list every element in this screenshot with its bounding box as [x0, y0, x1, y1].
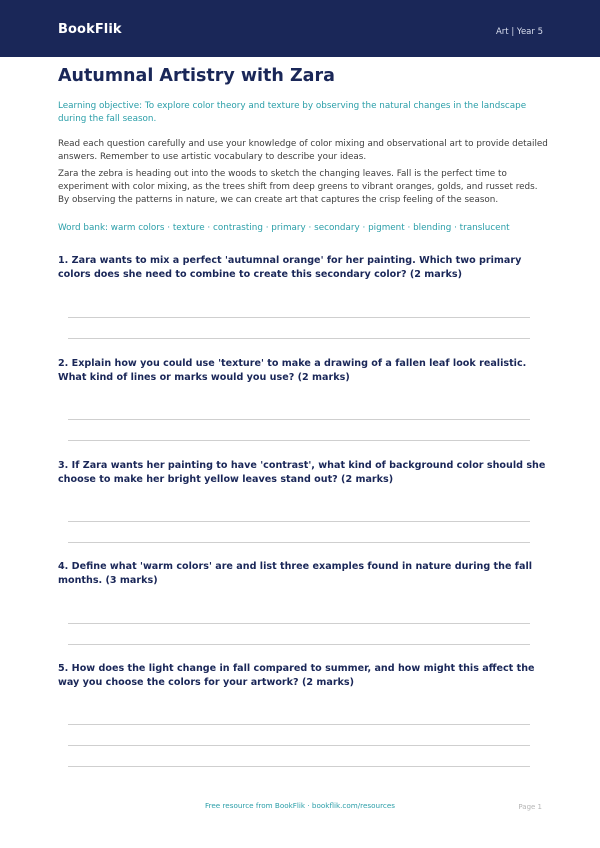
subject-year-label: Art | Year 5 — [495, 27, 543, 37]
page-number: Page 1 — [518, 803, 542, 811]
learning-objective: Learning objective: To explore color theory and texture by observing the natural changes in the landscape during the fall season. — [58, 101, 527, 124]
answer-line[interactable] — [68, 521, 530, 522]
brand-logo-text[interactable]: BookFlik — [58, 22, 122, 37]
answer-line[interactable] — [68, 724, 530, 725]
answer-line[interactable] — [68, 317, 530, 318]
word-bank: Word bank: warm colors · texture · contrasting · primary · secondary · pigment · blending · translucent — [58, 223, 510, 233]
answer-line[interactable] — [68, 623, 530, 624]
question-4: 4. Define what 'warm colors' are and list three examples found in nature during the fall months. (3 marks) — [58, 561, 533, 586]
answer-line[interactable] — [68, 644, 530, 645]
answer-line[interactable] — [68, 419, 530, 420]
question-2: 2. Explain how you could use 'texture' to make a drawing of a fallen leaf look realistic. What kind of lines or marks would you use? (2 marks) — [58, 358, 527, 383]
answer-line[interactable] — [68, 745, 530, 746]
footer-credit[interactable]: Free resource from BookFlik · bookflik.com/resources — [204, 801, 396, 810]
story-paragraph: Zara the zebra is heading out into the woods to sketch the changing leaves. Fall is the perfect time to experiment with color mixing, as the trees shift from deep greens to vibrant oranges, golds, and russet reds. By observing the patterns in nature, we can create art that captures the crisp feeling of the season. — [58, 169, 538, 205]
answer-line[interactable] — [68, 338, 530, 339]
question-5: 5. How does the light change in fall compared to summer, and how might this affect the way you choose the colors for your artwork? (2 marks) — [58, 663, 535, 688]
answer-line[interactable] — [68, 440, 530, 441]
question-3: 3. If Zara wants her painting to have 'contrast', what kind of background color should she choose to make her bright yellow leaves stand out? (2 marks) — [58, 460, 546, 485]
page-header — [0, 0, 600, 57]
answer-line[interactable] — [68, 542, 530, 543]
question-1: 1. Zara wants to mix a perfect 'autumnal orange' for her painting. Which two primary colors does she need to combine to create this secondary color? (2 marks) — [58, 255, 522, 280]
answer-line[interactable] — [68, 766, 530, 767]
instructions-paragraph: Read each question carefully and use your knowledge of color mixing and observational art to provide detailed answers. Remember to use artistic vocabulary to describe your ideas. — [58, 139, 548, 162]
page-title: Autumnal Artistry with Zara — [58, 66, 335, 86]
